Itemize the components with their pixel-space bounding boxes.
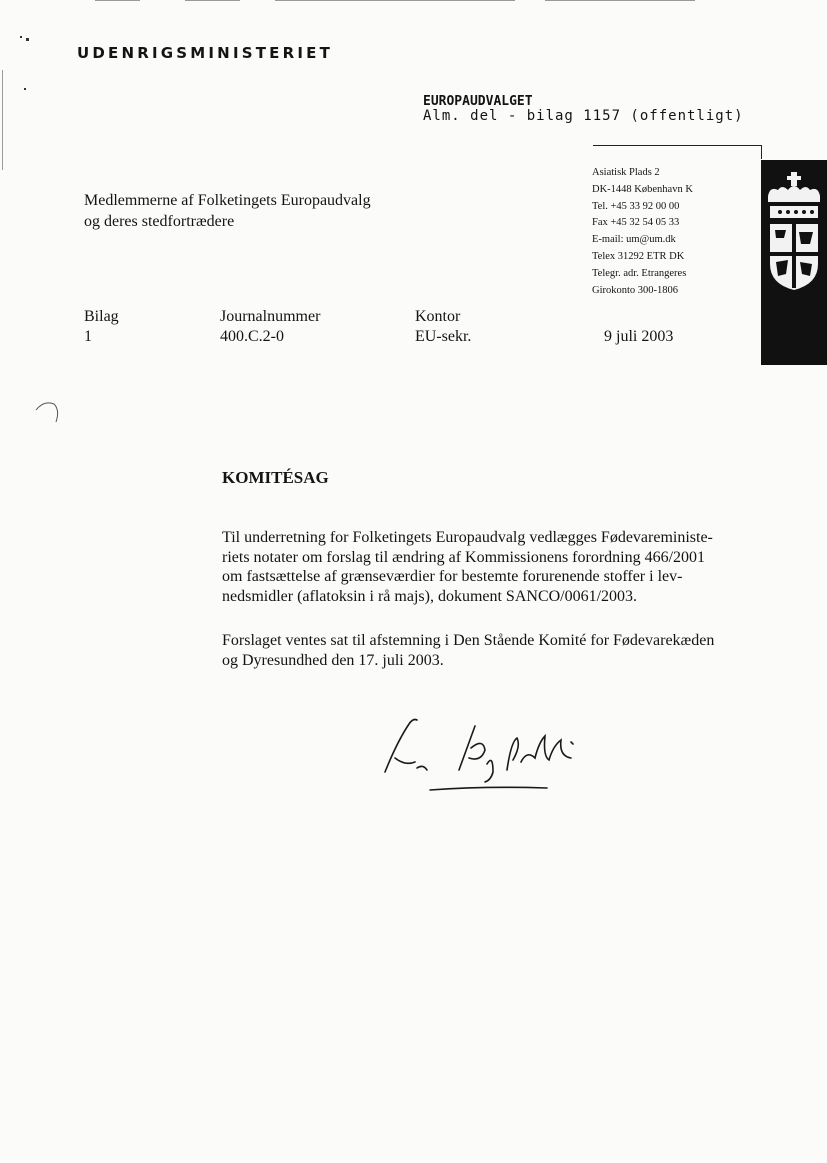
kontor-value: EU-sekr. [415, 328, 472, 345]
address-line: Fax +45 32 54 05 33 [592, 217, 680, 229]
stamp-reference: Alm. del - bilag 1157 (offentligt) [423, 108, 744, 124]
stamp-rule [593, 145, 761, 146]
body-line: riets notater om forslag til ændring af Kommissionens forordning 466/2001 [222, 548, 706, 566]
address-line: E-mail: um@um.dk [592, 234, 676, 246]
body-paragraph [222, 528, 767, 606]
body-line: nedsmidler (aflatoksin i rå majs), dokument SANCO/0061/2003. [222, 587, 638, 605]
address-line: Telegr. adr. Etrangeres [592, 267, 687, 279]
scan-artifact [24, 88, 26, 90]
recipient-line: Medlemmerne af Folketingets Europaudvalg [84, 192, 371, 209]
bilag-value: 1 [84, 328, 92, 345]
address-block [592, 165, 693, 299]
scan-artifact [2, 70, 3, 170]
stamp-rule [761, 145, 762, 159]
punch-hole-mark [30, 398, 70, 432]
kontor-label: Kontor [415, 308, 461, 325]
address-line: Telex 31292 ETR DK [592, 250, 685, 262]
scan-artifact [275, 0, 515, 1]
scan-artifact [20, 36, 22, 38]
ministry-name: UDENRIGSMINISTERIET [77, 44, 334, 62]
body-line: Til underretning for Folketingets Europaudvalg vedlægges Fødevareministe- [222, 529, 713, 546]
journal-label: Journalnummer [220, 308, 321, 325]
body-paragraph [222, 631, 767, 670]
document-title: KOMITÉSAG [222, 468, 329, 487]
address-line: Tel. +45 33 92 00 00 [592, 200, 680, 212]
body-line: og Dyresundhed den 17. juli 2003. [222, 651, 444, 669]
address-line: DK-1448 København K [592, 183, 693, 195]
scan-artifact [185, 0, 240, 1]
address-line: Girokonto 300-1806 [592, 284, 679, 296]
body-line: om fastsættelse af grænseværdier for bestemte forurenende stoffer i lev- [222, 568, 683, 585]
recipient-line: og deres stedfortrædere [84, 213, 235, 230]
letter-date: 9 juli 2003 [604, 328, 674, 345]
scan-artifact [26, 38, 29, 41]
bilag-label: Bilag [84, 308, 119, 325]
body-line: Forslaget ventes sat til afstemning i Den Stående Komité for Fødevarekæden [222, 632, 715, 649]
journal-value: 400.C.2-0 [220, 328, 284, 345]
recipient-block [84, 190, 371, 232]
stamp-committee: EUROPAUDVALGET [423, 94, 533, 109]
scan-artifact [545, 0, 695, 1]
scan-artifact [95, 0, 140, 1]
address-line: Asiatisk Plads 2 [592, 167, 660, 178]
signature-icon [375, 712, 590, 802]
crest-icon [766, 172, 822, 292]
